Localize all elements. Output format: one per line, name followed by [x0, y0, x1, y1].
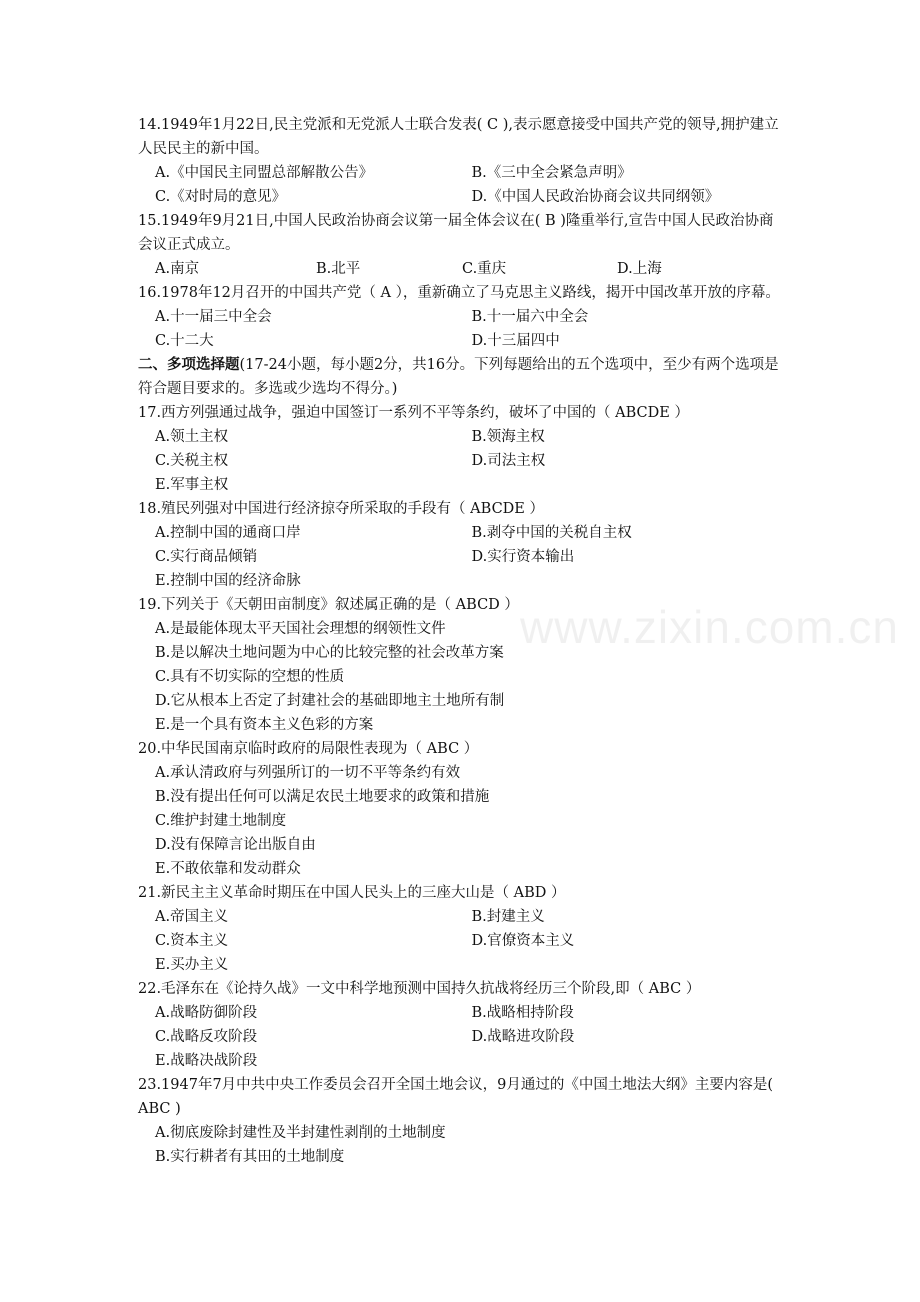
- question-17-options-row-2: [138, 449, 788, 473]
- question-19-option-e: E.是一个具有资本主义色彩的方案: [155, 717, 374, 733]
- question-21-option-a: A.帝国主义: [155, 909, 229, 925]
- question-21-options-row-1: [138, 905, 788, 929]
- question-23: 23.1947年7月中共中央工作委员会召开全国土地会议，9月通过的《中国土地法大纲》主要内容是( ABC ): [138, 1077, 774, 1117]
- question-22-options-row-1: [138, 1001, 788, 1025]
- question-23-option-b: B.实行耕者有其田的土地制度: [155, 1149, 345, 1165]
- question-22-options-row-2: [138, 1025, 788, 1049]
- question-18-option-e: E.控制中国的经济命脉: [155, 573, 301, 589]
- question-16: 16.1978年12月召开的中国共产党（ A ），重新确立了马克思主义路线，揭开中国改革开放的序幕。: [138, 285, 780, 301]
- question-17-options-row-1: [138, 425, 788, 449]
- question-21-option-d: D.官僚资本主义: [471, 933, 575, 949]
- question-22-option-e: E.战略决战阶段: [155, 1053, 258, 1069]
- question-17-option-e: E.军事主权: [155, 477, 229, 493]
- question-19: 19.下列关于《天朝田亩制度》叙述属正确的是（ ABCD ）: [138, 597, 519, 613]
- question-14: 14.1949年1月22日,民主党派和无党派人士联合发表( C ),表示愿意接受中国共产党的领导,拥护建立人民民主的新中国。: [138, 117, 779, 157]
- question-20: 20.中华民国南京临时政府的局限性表现为（ ABC ）: [138, 741, 479, 757]
- question-17-option-b: B.领海主权: [471, 429, 545, 445]
- question-19-option-a: A.是最能体现太平天国社会理想的纲领性文件: [155, 621, 446, 637]
- question-14-option-d: D.《中国人民政治协商会议共同纲领》: [471, 189, 720, 205]
- question-21-options-row-2: [138, 929, 788, 953]
- question-23-option-a: A.彻底废除封建性及半封建性剥削的土地制度: [155, 1125, 446, 1141]
- watermark: www.zixin.com.cn: [520, 601, 899, 653]
- question-14-option-a: A.《中国民主同盟总部解散公告》: [155, 165, 374, 181]
- section-2-heading: 二、多项选择题: [138, 356, 240, 373]
- question-21-option-b: B.封建主义: [471, 909, 545, 925]
- question-20-option-e: E.不敢依靠和发动群众: [155, 861, 301, 877]
- question-18-option-d: D.实行资本输出: [471, 549, 575, 565]
- question-14-option-c: C.《对时局的意见》: [155, 189, 287, 205]
- question-22-option-d: D.战略进攻阶段: [471, 1029, 575, 1045]
- question-14-options-row-2: [138, 185, 788, 209]
- question-22-option-c: C.战略反攻阶段: [155, 1029, 258, 1045]
- question-20-option-a: A.承认清政府与列强所订的一切不平等条约有效: [155, 765, 461, 781]
- question-15-option-c: C.重庆: [462, 261, 507, 277]
- question-16-options-row-1: [138, 305, 788, 329]
- question-18-option-b: B.剥夺中国的关税自主权: [471, 525, 632, 541]
- question-18-option-c: C.实行商品倾销: [155, 549, 258, 565]
- question-20-option-b: B.没有提出任何可以满足农民土地要求的政策和措施: [155, 789, 490, 805]
- exam-page: [138, 113, 788, 1169]
- question-17-option-d: D.司法主权: [471, 453, 546, 469]
- question-22-option-b: B.战略相持阶段: [471, 1005, 574, 1021]
- section-2-description: (17-24小题，每小题2分，共16分。下列每题给出的五个选项中，至少有两个选项是符合题目要求的。多选或少选均不得分。): [138, 357, 779, 397]
- question-20-option-c: C.维护封建土地制度: [155, 813, 287, 829]
- section-2-header: [138, 353, 788, 401]
- question-16-option-b: B.十一届六中全会: [471, 309, 589, 325]
- question-19-option-b: B.是以解决土地问题为中心的比较完整的社会改革方案: [155, 645, 504, 661]
- question-20-option-d: D.没有保障言论出版自由: [155, 837, 316, 853]
- question-14-option-b: B.《三中全会紧急声明》: [471, 165, 632, 181]
- question-18-options-row-2: [138, 545, 788, 569]
- question-19-option-c: C.具有不切实际的空想的性质: [155, 669, 345, 685]
- question-19-option-d: D.它从根本上否定了封建社会的基础即地主土地所有制: [155, 693, 505, 709]
- question-21-option-e: E.买办主义: [155, 957, 229, 973]
- question-21: 21.新民主主义革命时期压在中国人民头上的三座大山是（ ABD ）: [138, 885, 566, 901]
- question-18: 18.殖民列强对中国进行经济掠夺所采取的手段有（ ABCDE ）: [138, 501, 544, 517]
- question-15: 15.1949年9月21日,中国人民政治协商会议第一届全体会议在( B )隆重举行,宣告中国人民政治协商会议正式成立。: [138, 213, 774, 253]
- question-22-option-a: A.战略防御阶段: [155, 1005, 258, 1021]
- question-18-option-a: A.控制中国的通商口岸: [155, 525, 301, 541]
- question-18-options-row-1: [138, 521, 788, 545]
- question-15-options: [138, 257, 788, 281]
- question-17-option-a: A.领土主权: [155, 429, 229, 445]
- question-15-option-a: A.南京: [155, 261, 200, 277]
- question-16-option-c: C.十二大: [155, 333, 214, 349]
- question-21-option-c: C.资本主义: [155, 933, 229, 949]
- question-15-option-b: B.北平: [316, 261, 361, 277]
- question-16-option-a: A.十一届三中全会: [155, 309, 272, 325]
- question-14-options-row-1: [138, 161, 788, 185]
- question-17-option-c: C.关税主权: [155, 453, 229, 469]
- question-15-option-d: D.上海: [617, 261, 662, 277]
- question-17: 17.西方列强通过战争，强迫中国签订一系列不平等条约，破坏了中国的（ ABCDE ）: [138, 405, 689, 421]
- question-22: 22.毛泽东在《论持久战》一文中科学地预测中国持久抗战将经历三个阶段,即（ ABC ）: [138, 981, 701, 997]
- question-16-option-d: D.十三届四中: [471, 333, 560, 349]
- question-16-options-row-2: [138, 329, 788, 353]
